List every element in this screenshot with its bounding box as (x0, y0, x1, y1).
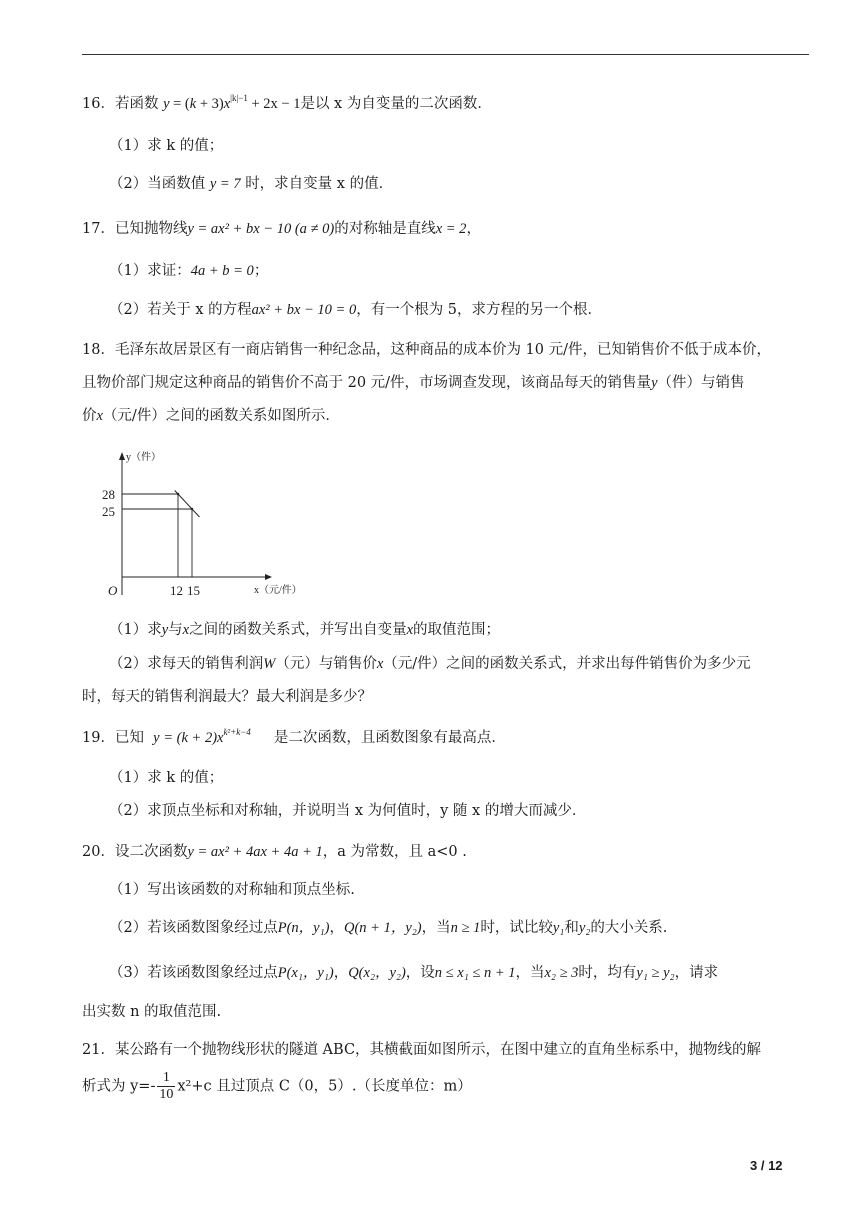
question-text: （3）若该函数图象经过点 (109, 965, 278, 981)
question-text: 价 (82, 408, 97, 424)
formula: y = ax² + bx − 10 (a ≠ 0) (187, 221, 335, 237)
question-18-part-2-line-2: 时，每天的销售利润最大？最大利润是多少？ (82, 689, 372, 705)
formula: y₁ ≥ y₂ (636, 965, 675, 981)
formula-part: = ( (169, 96, 190, 112)
question-17 (82, 219, 481, 239)
question-text: （元/件）之间的函数关系式，并求出每件销售价为多少元 (383, 656, 751, 672)
formula: x₂ ≥ 3 (544, 965, 579, 981)
question-text: 且物价部门规定这种商品的销售价不高于 20 元/件，市场调查发现，该商品每天的销售量 (82, 375, 652, 391)
x-axis-arrow (265, 574, 272, 580)
question-text: 的对称轴是直线 (334, 221, 436, 237)
point-1 (177, 493, 179, 495)
formula: P(x₁，y₁) (277, 965, 334, 981)
question-text: ，设 (405, 965, 435, 981)
question-16-part-1: （1）求 k 的值； (109, 138, 224, 154)
question-20 (82, 842, 467, 862)
formula-part: x (223, 96, 231, 112)
question-21-line-1: 21．某公路有一个抛物线形状的隧道 ABC，其横截面如图所示，在图中建立的直角坐标系中，抛物线的解 (82, 1042, 762, 1058)
question-text: ， (333, 965, 349, 981)
formula-part: + 3) (196, 96, 224, 112)
question-text: （2）当函数值 (109, 176, 206, 192)
point-2 (191, 508, 193, 510)
question-text: 已知抛物线 (114, 221, 188, 237)
page-number: 3 / 12 (750, 1158, 783, 1173)
fraction (157, 1070, 175, 1103)
question-text: ，请求 (674, 965, 719, 981)
header-rule (82, 54, 809, 55)
formula-part: k (189, 96, 197, 112)
x-tick-label: 12 (170, 583, 183, 598)
question-16-part-2 (109, 174, 393, 194)
question-text: 时，均有 (578, 965, 637, 981)
question-text: ，有一个根为 5，求方程的另一个根． (356, 302, 603, 318)
x-tick-label: 15 (187, 583, 200, 598)
formula: n ≤ x₁ ≤ n + 1 (434, 965, 516, 981)
question-text: ，a 为常数，且 a<0 . (322, 844, 467, 860)
formula-part: + 2x − 1 (247, 96, 301, 112)
question-number: 20． (82, 844, 115, 860)
question-18-line-2 (82, 373, 745, 393)
question-text: x²+c 且过顶点 C（0，5）.（长度单位：m） (177, 1078, 472, 1095)
question-18-line-3 (82, 406, 340, 426)
variable: x (406, 622, 414, 638)
question-text: （2）求每天的销售利润 (109, 656, 264, 672)
origin-label: O (108, 583, 118, 598)
formula: y = 7 (209, 176, 241, 192)
question-text: 的取值范围； (413, 622, 501, 638)
formula: ax² + bx − 10 = 0 (251, 302, 357, 318)
formula: 4a + b = 0 (190, 263, 254, 279)
question-text: 时，试比较 (480, 920, 553, 936)
question-text: ； (253, 263, 269, 279)
question-20-part-1: （1）写出该函数的对称轴和顶点坐标. (109, 882, 355, 898)
question-number: 17． (82, 221, 115, 237)
formula: n ≥ 1 (450, 920, 481, 936)
variable: x (182, 622, 190, 638)
y-tick-label: 28 (102, 487, 115, 502)
question-20-part-2 (109, 918, 667, 938)
question-20-part-3 (109, 963, 718, 983)
question-18-part-2 (109, 654, 751, 674)
question-19 (82, 728, 506, 748)
question-text: 是二次函数，且函数图象有最高点． (273, 730, 506, 746)
question-19-part-2: （2）求顶点坐标和对称轴，并说明当 x 为何值时，y 随 x 的增大而减少． (109, 803, 587, 819)
question-text: ，当 (421, 920, 451, 936)
formula-16 (163, 93, 301, 112)
question-text: （2）若关于 x 的方程 (109, 302, 252, 318)
question-text: 设二次函数 (114, 844, 188, 860)
y-axis-arrow (119, 452, 125, 460)
question-text: 之间的函数关系式，并写出自变量 (189, 622, 407, 638)
question-text: 若函数 (114, 96, 159, 112)
formula: y = ax² + 4ax + 4a + 1 (187, 844, 323, 860)
question-18-part-1 (109, 620, 500, 640)
question-text: 的大小关系. (590, 920, 668, 936)
question-text: ， (329, 920, 344, 936)
question-number: 19． (82, 730, 115, 746)
question-text: 已知 (114, 730, 144, 746)
question-text: （2）若该函数图象经过点 (109, 920, 278, 936)
question-17-part-1 (109, 261, 268, 281)
question-20-part-3-line-2: 出实数 n 的取值范围. (82, 1004, 222, 1020)
question-19-part-1: （1）求 k 的值； (109, 770, 224, 786)
question-text: （元/件）之间的函数关系如图所示． (102, 408, 340, 424)
variable: x (376, 656, 384, 672)
question-text: （1）求证： (109, 263, 191, 279)
formula: y = (k + 2)x (153, 730, 224, 746)
question-16 (82, 94, 492, 114)
question-text: 析式为 y=- (82, 1078, 156, 1095)
formula: Q(n + 1，y₂) (343, 920, 422, 936)
question-17-part-2 (109, 300, 602, 320)
variable: y (161, 622, 169, 638)
variable: W (263, 656, 276, 672)
variable: y₂ (578, 920, 591, 936)
question-text: 是以 x 为自变量的二次函数． (300, 96, 492, 112)
question-text: 与 (168, 622, 183, 638)
question-text: 和 (564, 920, 579, 936)
question-text: 时，求自变量 x 的值． (245, 176, 394, 192)
variable: y (651, 375, 658, 391)
question-18-line-1: 18．毛泽东故居景区有一商店销售一种纪念品，这种商品的成本价为 10 元/件，已知销售价不低于成本价， (82, 342, 772, 358)
question-text: ，当 (515, 965, 545, 981)
formula-exponent: |k|−1 (230, 93, 248, 103)
fraction-denominator: 10 (159, 1087, 174, 1102)
formula: P(n，y₁) (277, 920, 330, 936)
variable: y₁ (552, 920, 565, 936)
question-text: （元）与销售价 (275, 656, 377, 672)
x-axis-label: x（元/件） (254, 585, 302, 596)
variable: x (96, 408, 103, 424)
question-number: 16． (82, 96, 115, 112)
formula-part: y (163, 96, 170, 112)
y-tick-label: 25 (102, 504, 115, 519)
question-text: ， (466, 221, 481, 237)
sales-volume-graph (96, 446, 302, 602)
question-text: （1）求 (109, 622, 162, 638)
formula: x = 2 (435, 221, 467, 237)
y-axis-label: y（件） (126, 452, 161, 463)
question-21-line-2 (82, 1070, 472, 1103)
question-text: （件）与销售 (657, 375, 745, 391)
formula: Q(x₂，y₂) (348, 965, 406, 981)
formula-exponent: k²+k−4 (223, 727, 251, 737)
fraction-numerator: 1 (157, 1070, 175, 1087)
